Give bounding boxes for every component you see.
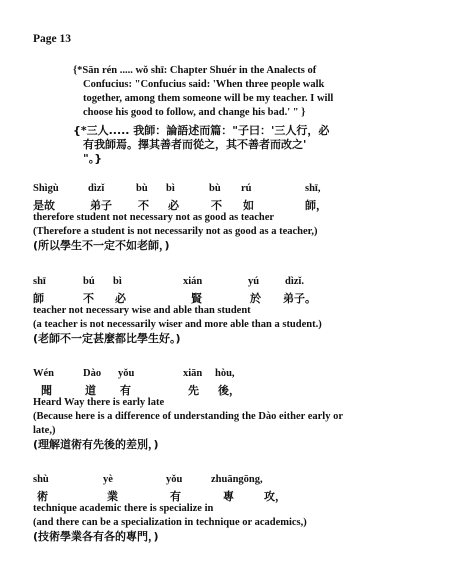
verse-section-1 <box>33 183 444 253</box>
hanzi-word: 於 <box>250 292 261 305</box>
hanzi-word: 攻， <box>264 490 286 503</box>
pinyin-word: Dào <box>83 368 102 379</box>
word-gloss: teacher not necessary wise and able than student <box>33 305 251 316</box>
hanzi-word: 後， <box>218 384 240 397</box>
pinyin-word: xián <box>183 276 203 287</box>
pinyin-word: xiān <box>183 368 203 379</box>
pinyin-word: bì <box>166 183 175 194</box>
pinyin-word: yǒu <box>118 368 135 379</box>
hanzi-word: 賢 <box>191 292 202 305</box>
footnote-line: Confucius: "Confucius said: 'When three people walk <box>83 79 325 90</box>
hanzi-word: 師， <box>305 199 327 212</box>
hanzi-word: 師 <box>33 292 44 305</box>
pinyin-word: zhuāngōng, <box>211 474 263 485</box>
footnote-line: 有我師焉。擇其善者而從之，其不善者而改之' <box>83 138 307 151</box>
footnote-line: {*三人..... 我師：論語述而篇："子曰：'三人行，必 <box>73 124 330 137</box>
pinyin-word: yè <box>103 474 113 485</box>
pinyin-row <box>33 474 444 488</box>
english-translation: (Therefore a student is not necessarily not as good as a teacher,) <box>33 226 318 237</box>
hanzi-word: 業 <box>107 490 118 503</box>
pinyin-word: rú <box>241 183 252 194</box>
footnote-line: {*Sān rén ..... wǒ shī: Chapter Shuér in the Analects of <box>73 65 317 76</box>
verse-section-4 <box>33 474 444 544</box>
english-translation: (and there can be a specialization in technique or academics,) <box>33 517 307 528</box>
footnote-chinese <box>73 124 329 166</box>
word-gloss: Heard Way there is early late <box>33 397 165 408</box>
pinyin-row <box>33 368 444 382</box>
chinese-translation: (所以學生不一定不如老師，) <box>33 239 170 252</box>
hanzi-row <box>33 197 444 211</box>
hanzi-word: 不 <box>83 292 94 305</box>
english-translation: late,) <box>33 425 56 436</box>
word-gloss: therefore student not necessary not as good as teacher <box>33 212 275 223</box>
hanzi-row <box>33 488 444 502</box>
hanzi-row <box>33 290 444 304</box>
pinyin-word: dìzǐ <box>88 183 105 194</box>
pinyin-word: shī, <box>305 183 321 194</box>
chinese-translation: (技術學業各有各的專門，) <box>33 530 159 543</box>
pinyin-row <box>33 183 444 197</box>
page-number: Page 13 <box>33 33 72 45</box>
footnote-line: choose his good to follow, and change his bad.' " } <box>83 107 306 118</box>
pinyin-word: shī <box>33 276 46 287</box>
verse-section-2 <box>33 276 444 346</box>
chinese-translation: (理解道術有先後的差別，) <box>33 438 159 451</box>
hanzi-word: 有 <box>120 384 131 397</box>
hanzi-word: 必 <box>115 292 126 305</box>
pinyin-word: Wén <box>33 368 54 379</box>
pinyin-word: hòu, <box>215 368 235 379</box>
word-gloss: technique academic there is specialize in <box>33 503 214 514</box>
footnote-english <box>73 64 333 120</box>
pinyin-word: yú <box>248 276 260 287</box>
pinyin-word: bù <box>136 183 148 194</box>
english-translation: (Because here is a difference of understanding the Dào either early or <box>33 411 343 422</box>
hanzi-word: 如 <box>243 199 254 212</box>
english-translation: (a teacher is not necessarily wiser and more able than a student.) <box>33 319 322 330</box>
pinyin-word: Shìgù <box>33 183 59 194</box>
hanzi-word: 有 <box>170 490 181 503</box>
verse-section-3 <box>33 368 444 452</box>
hanzi-word: 弟子。 <box>283 292 316 305</box>
pinyin-word: bú <box>83 276 95 287</box>
chinese-translation: (老師不一定甚麼都比學生好。) <box>33 332 181 345</box>
pinyin-word: bì <box>113 276 122 287</box>
pinyin-word: yǒu <box>166 474 183 485</box>
pinyin-row <box>33 276 444 290</box>
hanzi-word: 是故 <box>33 199 55 212</box>
pinyin-word: shù <box>33 474 49 485</box>
footnote-line: together, among them someone will be my teacher. I will <box>83 93 334 104</box>
pinyin-word: bù <box>209 183 221 194</box>
hanzi-word: 專 <box>223 490 234 503</box>
hanzi-word: 必 <box>168 199 179 212</box>
hanzi-word: 弟子 <box>90 199 112 212</box>
hanzi-word: 術 <box>37 490 48 503</box>
pinyin-word: dìzǐ. <box>285 276 304 287</box>
hanzi-word: 聞 <box>41 384 52 397</box>
hanzi-word: 道 <box>85 384 96 397</box>
hanzi-row <box>33 382 444 396</box>
hanzi-word: 不 <box>138 199 149 212</box>
hanzi-word: 先 <box>188 384 199 397</box>
hanzi-word: 不 <box>211 199 222 212</box>
footnote-line: "。} <box>83 152 103 165</box>
